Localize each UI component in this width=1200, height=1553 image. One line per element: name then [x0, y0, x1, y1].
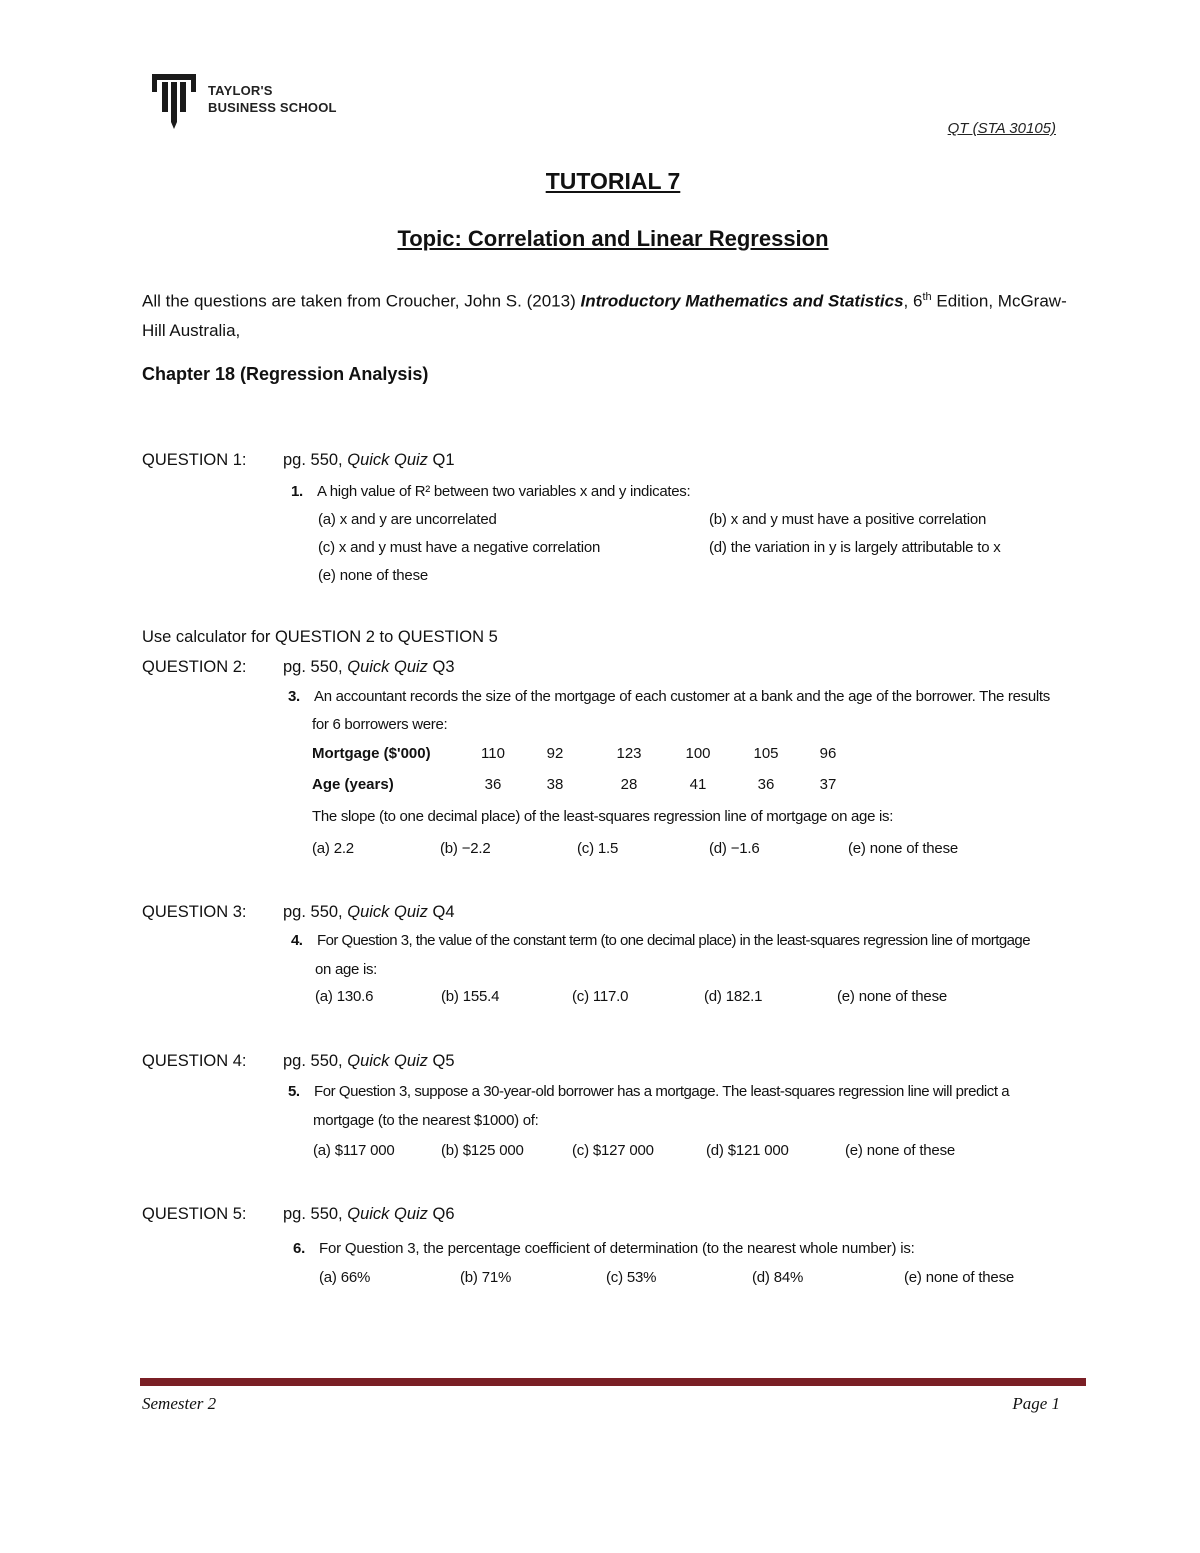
stem-text: For Question 3, the percentage coefficient of determination (to the nearest whole number) is:: [319, 1240, 915, 1257]
book-title: Introductory Mathematics and Statistics: [580, 291, 904, 311]
quiz-number: 6.: [293, 1240, 306, 1257]
question-ref-page: pg. 550,: [283, 1205, 348, 1223]
question-ref-number: Q5: [427, 1052, 455, 1070]
q4-option-e: (e) none of these: [845, 1142, 956, 1159]
mortgage-row-label: Mortgage ($'000): [312, 745, 431, 762]
question-ref-number: Q6: [427, 1205, 455, 1223]
age-value: 38: [546, 776, 564, 793]
mortgage-value: 123: [616, 745, 642, 762]
chapter-heading: Chapter 18 (Regression Analysis): [142, 364, 429, 384]
logo-line2: BUSINESS SCHOOL: [208, 100, 337, 115]
question-ref-page: pg. 550,: [283, 903, 348, 921]
question-ref-quiz: Quick Quiz: [347, 1205, 428, 1223]
question-ref-quiz: Quick Quiz: [347, 903, 428, 921]
age-value: 41: [689, 776, 707, 793]
q3-option-a: (a) 130.6: [315, 988, 374, 1005]
question-ref-quiz: Quick Quiz: [347, 451, 428, 469]
q4-option-a: (a) $117 000: [313, 1142, 395, 1159]
question-3-stem-line2: on age is:: [315, 961, 378, 978]
q3-option-e: (e) none of these: [837, 988, 948, 1005]
q5-option-d: (d) 84%: [752, 1269, 804, 1286]
page-topic: Topic: Correlation and Linear Regression: [397, 226, 829, 251]
question-4-stem-line2: mortgage (to the nearest $1000) of:: [313, 1112, 539, 1129]
question-label: QUESTION 3:: [142, 903, 247, 921]
question-2-stem-line2: for 6 borrowers were:: [312, 716, 448, 733]
intro-text-before: All the questions are taken from Croucher, John S. (2013): [142, 291, 581, 311]
q5-option-c: (c) 53%: [606, 1269, 657, 1286]
q1-option-c: (c) x and y must have a negative correlation: [318, 539, 601, 556]
question-3-header: [142, 903, 455, 922]
question-ref-quiz: Quick Quiz: [347, 658, 428, 676]
age-value: 36: [484, 776, 502, 793]
question-label: QUESTION 5:: [142, 1205, 247, 1223]
edition-superscript: th: [922, 291, 932, 303]
question-5-header: [142, 1205, 455, 1224]
q2-option-e: (e) none of these: [848, 840, 959, 857]
q5-option-b: (b) 71%: [460, 1269, 512, 1286]
age-row-label: Age (years): [312, 776, 394, 793]
q2-option-b: (b) −2.2: [440, 840, 491, 857]
logo-line1: TAYLOR'S: [208, 83, 273, 98]
question-ref-number: Q3: [427, 658, 455, 676]
question-label: QUESTION 2:: [142, 658, 247, 676]
quiz-number: 5.: [288, 1083, 300, 1100]
mortgage-value: 110: [481, 745, 505, 762]
question-ref-number: Q1: [427, 451, 455, 469]
stem-text: For Question 3, suppose a 30-year-old borrower has a mortgage. The least-squares regression line will predict a: [314, 1083, 1010, 1100]
q3-option-d: (d) 182.1: [704, 988, 763, 1005]
mortgage-value: 96: [819, 745, 837, 762]
q2-option-d: (d) −1.6: [709, 840, 760, 857]
logo-mark-icon: [152, 74, 196, 130]
q5-option-e: (e) none of these: [904, 1269, 1015, 1286]
footer-page-number: Page 1: [1012, 1394, 1060, 1413]
stem-text: For Question 3, the value of the constant term (to one decimal place) in the least-squares regression line of mortgage: [317, 932, 1031, 949]
age-value: 28: [620, 776, 638, 793]
age-value: 36: [757, 776, 775, 793]
question-ref-page: pg. 550,: [283, 658, 348, 676]
q1-option-b: (b) x and y must have a positive correlation: [709, 511, 987, 528]
q1-option-a: (a) x and y are uncorrelated: [318, 511, 497, 528]
q1-option-d: (d) the variation in y is largely attributable to x: [709, 539, 1001, 556]
footer-divider: [140, 1378, 1086, 1386]
course-code: QT (STA 30105): [947, 120, 1056, 137]
stem-text: An accountant records the size of the mortgage of each customer at a bank and the age of the borrower. The results: [314, 688, 1050, 705]
question-4-stem-line1: [288, 1083, 1009, 1100]
quiz-number: 3.: [288, 688, 300, 705]
question-ref-number: Q4: [427, 903, 455, 921]
q4-option-d: (d) $121 000: [706, 1142, 789, 1159]
question-1-stem: [291, 483, 690, 500]
question-ref-page: pg. 550,: [283, 451, 348, 469]
mortgage-value: 105: [753, 745, 779, 762]
question-label: QUESTION 4:: [142, 1052, 247, 1070]
question-2-stem-line1: [288, 688, 1050, 705]
school-logo: [152, 74, 352, 130]
q2-option-a: (a) 2.2: [312, 840, 354, 857]
question-label: QUESTION 1:: [142, 451, 247, 469]
stem-text: A high value of R² between two variables x and y indicates:: [317, 483, 691, 500]
mortgage-value: 92: [546, 745, 564, 762]
calculator-note: Use calculator for QUESTION 2 to QUESTION 5: [142, 628, 498, 646]
page-title: TUTORIAL 7: [545, 168, 681, 194]
question-3-stem-line1: [291, 932, 1030, 949]
quiz-number: 1.: [291, 483, 303, 500]
q4-option-b: (b) $125 000: [441, 1142, 524, 1159]
question-4-header: [142, 1052, 455, 1071]
edition-number: , 6: [903, 291, 923, 311]
intro-paragraph: [142, 283, 1086, 345]
question-5-stem: [293, 1240, 915, 1257]
intro-text-after: Edition, McGraw-Hill Australia,: [142, 291, 1067, 340]
quiz-number: 4.: [291, 932, 303, 949]
question-2-header: [142, 658, 455, 677]
age-value: 37: [819, 776, 837, 793]
question-2-stem-line3: The slope (to one decimal place) of the least-squares regression line of mortgage on age is:: [312, 808, 894, 825]
q3-option-b: (b) 155.4: [441, 988, 500, 1005]
question-ref-quiz: Quick Quiz: [347, 1052, 428, 1070]
q5-option-a: (a) 66%: [319, 1269, 371, 1286]
mortgage-value: 100: [685, 745, 711, 762]
question-1-header: [142, 451, 455, 470]
q3-option-c: (c) 117.0: [572, 988, 629, 1005]
q4-option-c: (c) $127 000: [572, 1142, 654, 1159]
q2-option-c: (c) 1.5: [577, 840, 619, 857]
question-ref-page: pg. 550,: [283, 1052, 348, 1070]
q1-option-e: (e) none of these: [318, 567, 429, 584]
logo-text: [208, 82, 337, 116]
footer-semester: Semester 2: [142, 1394, 217, 1413]
